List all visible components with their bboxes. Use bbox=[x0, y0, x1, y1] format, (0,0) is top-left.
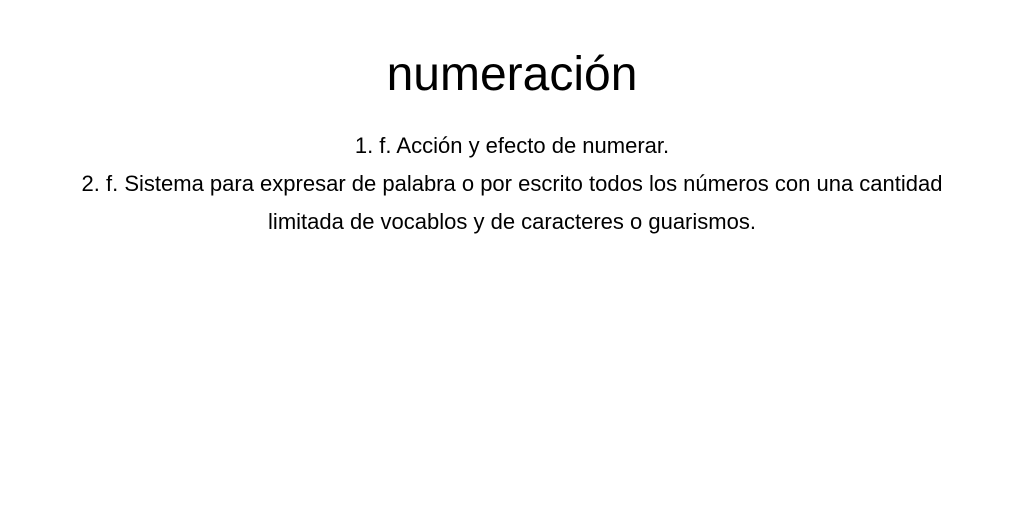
headword: numeración bbox=[386, 48, 638, 101]
definition-item: 2. f. Sistema para expresar de palabra o por escrito todos los números con una cantidad limitada de vocablos y de caracteres o guarismos. bbox=[81, 171, 943, 234]
definition-item: 1. f. Acción y efecto de numerar. bbox=[354, 133, 670, 158]
definition-list bbox=[60, 127, 964, 241]
